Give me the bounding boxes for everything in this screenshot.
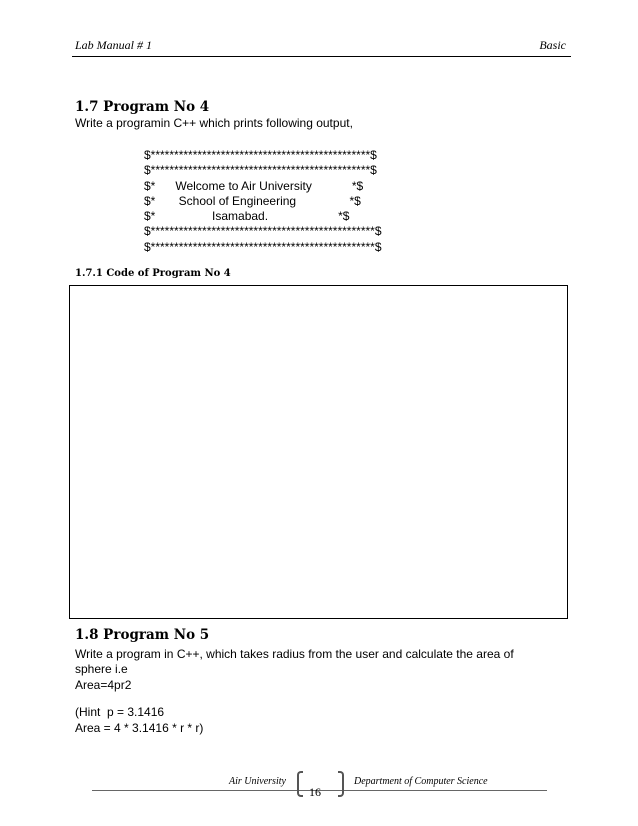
footer-department: Department of Computer Science [354, 776, 488, 787]
section-1-8-line: Area = 4 * 3.1416 * r * r) [75, 721, 204, 735]
section-1-8-line: sphere i.e [75, 662, 128, 676]
header-manual-title: Lab Manual # 1 [75, 38, 153, 52]
banner-line: $************************************************$ [144, 224, 382, 239]
sub-heading-1-7-1: 1.7.1 Code of Program No 4 [75, 268, 231, 279]
banner-line: $***********************************************$ [144, 163, 377, 178]
section-1-8-line: (Hint p = 3.1416 [75, 705, 165, 719]
footer-university: Air University [229, 776, 286, 787]
section-1-7-intro: Write a programin C++ which prints following output, [75, 116, 353, 130]
section-1-8-line: Write a program in C++, which takes radius from the user and calculate the area of [75, 647, 514, 661]
left-brace-icon [297, 771, 303, 797]
section-1-8-line: Area=4pr2 [75, 678, 132, 692]
header-rule [72, 56, 571, 57]
page-number: 16 [309, 785, 321, 799]
section-heading-1-8: 1.8 Program No 5 [75, 627, 210, 643]
code-answer-box[interactable] [69, 285, 568, 619]
banner-line: $************************************************$ [144, 239, 382, 254]
banner-line: $* Isamabad. *$ [144, 209, 350, 224]
header-topic: Basic [539, 38, 566, 52]
output-banner [144, 148, 382, 255]
banner-line: $***********************************************$ [144, 148, 377, 162]
right-brace-icon [338, 771, 344, 797]
banner-line: $* Welcome to Air University *$ [144, 178, 364, 193]
section-heading-1-7: 1.7 Program No 4 [75, 99, 210, 115]
banner-line: $* School of Engineering *$ [144, 193, 361, 208]
